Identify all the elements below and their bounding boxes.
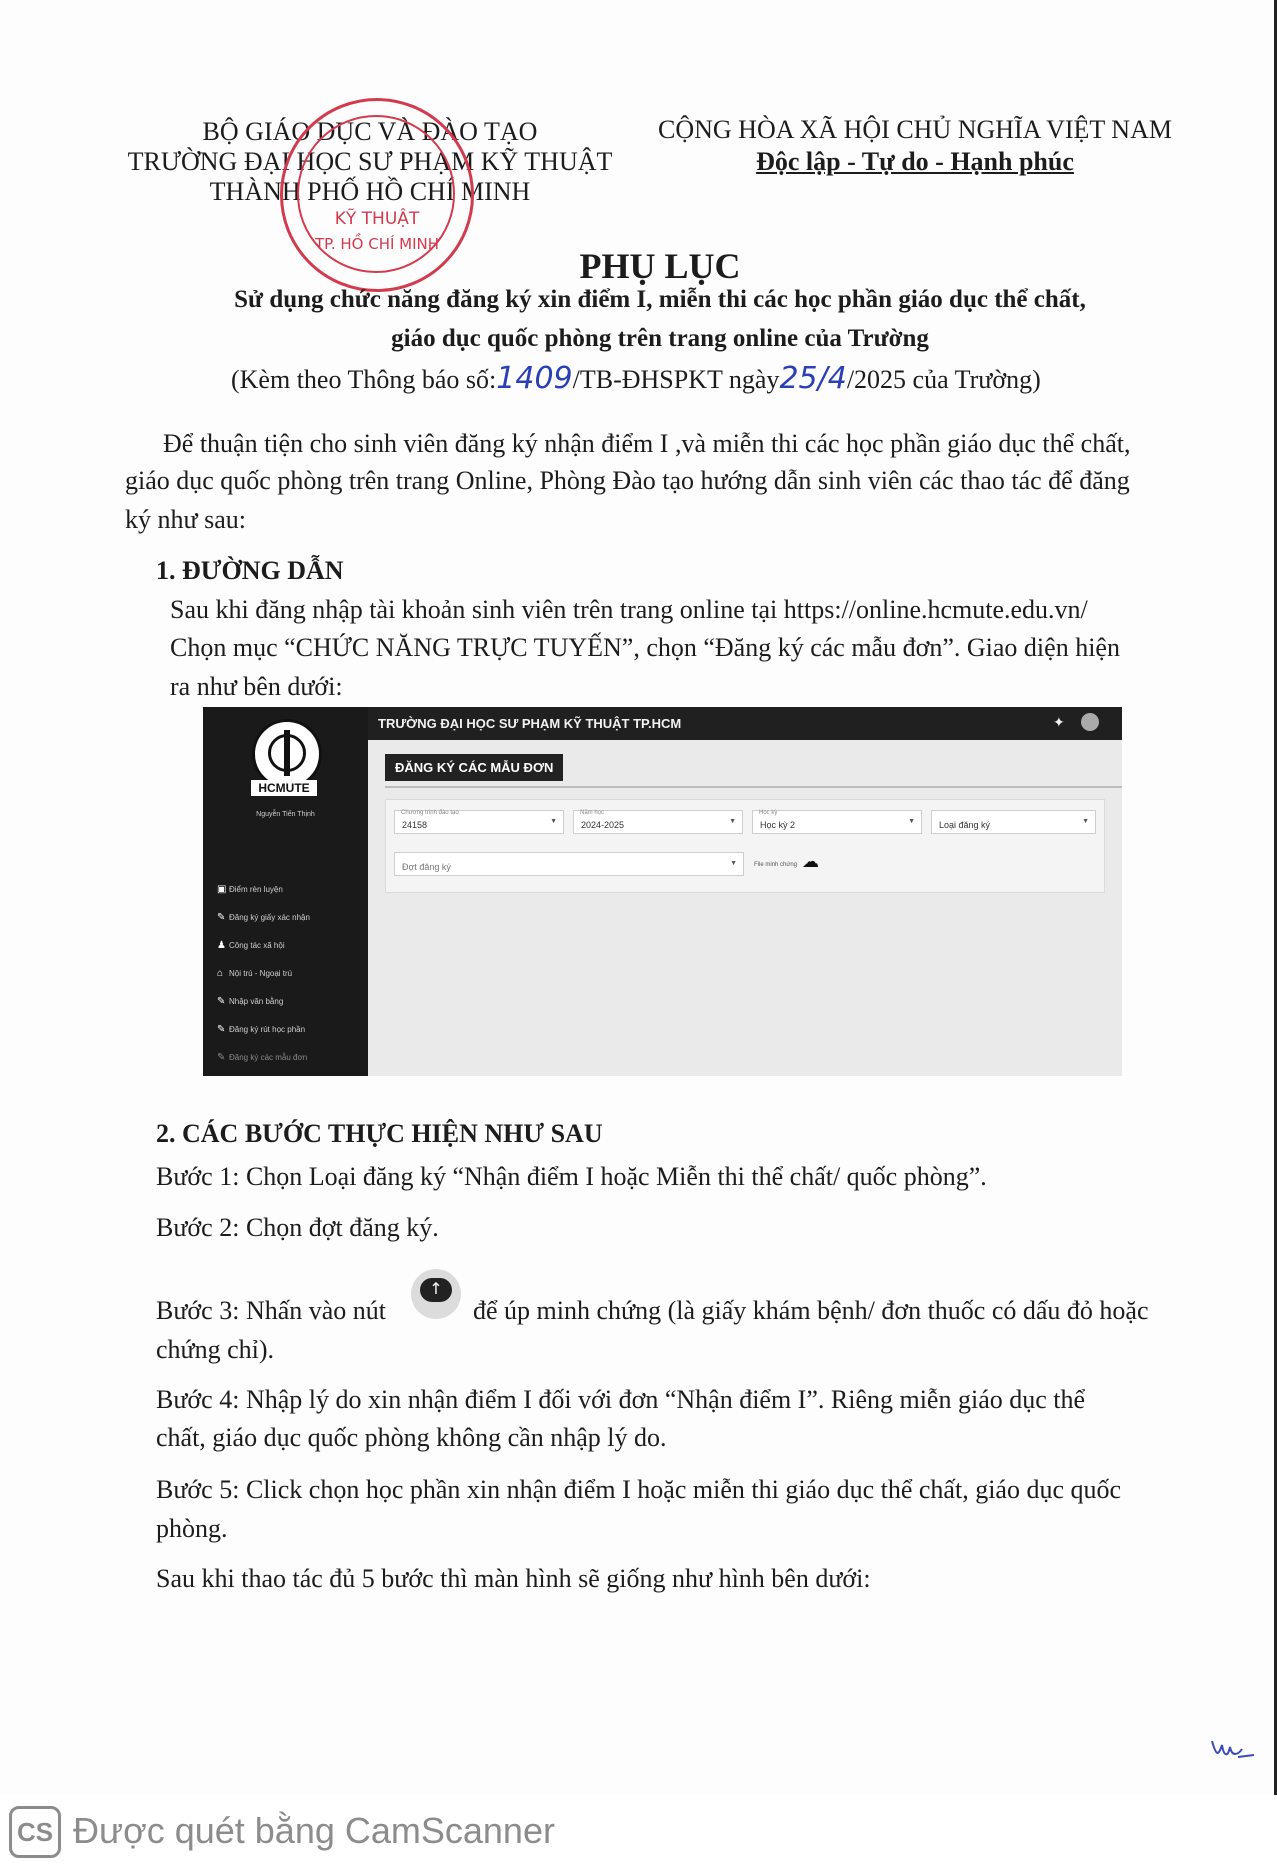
date-separator: / <box>817 361 828 396</box>
camscanner-footer-text: Được quét bằng CamScanner <box>73 1810 555 1851</box>
document-title: PHỤ LỤC <box>579 246 741 286</box>
chevron-down-icon: ▼ <box>908 818 915 825</box>
handwritten-month: 4 <box>827 361 847 396</box>
year-select[interactable]: Năm học 2024-2025 ▼ <box>573 810 743 834</box>
section-2-heading: 2. CÁC BƯỚC THỰC HIỆN NHƯ SAU <box>156 1119 603 1148</box>
chevron-down-icon: ▼ <box>1082 818 1089 825</box>
avatar[interactable] <box>1081 713 1099 731</box>
edit-icon: ✎ <box>217 912 226 923</box>
handwritten-day: 25 <box>779 361 818 396</box>
chevron-down-icon: ▼ <box>729 818 736 825</box>
step-5-line-2: phòng. <box>156 1514 228 1543</box>
cloud-upload-icon: ↑ <box>429 1279 443 1298</box>
step-3-start: Bước 3: Nhấn vào nút <box>156 1296 387 1325</box>
menu-item-certificate[interactable]: ✎ Đăng ký giấy xác nhận <box>217 912 310 923</box>
evidence-file-label: File minh chứng <box>754 862 798 868</box>
subtitle-line-2: giáo dục quốc phòng trên trang online của Trường <box>391 325 929 352</box>
cloud-upload-icon[interactable]: ☁ <box>802 852 819 871</box>
tab-forms[interactable]: ĐĂNG KÝ CÁC MẪU ĐƠN <box>385 754 563 781</box>
section-1-line-1: Sau khi đăng nhập tài khoản sinh viên trên trang online tại https://online.hcmute.edu.vn/ <box>170 595 1088 624</box>
menu-item-diploma[interactable]: ✎ Nhập văn bằng <box>217 996 284 1007</box>
intro-line-1: Để thuận tiện cho sinh viên đăng ký nhận điểm I ,và miễn thi các học phần giáo dục thể chất, <box>163 429 1131 458</box>
ministry-line: BỘ GIÁO DỤC VÀ ĐÀO TẠO <box>202 117 538 146</box>
portal-app-title: TRƯỜNG ĐẠI HỌC SƯ PHẠM KỸ THUẬT TP.HCM <box>378 716 682 731</box>
subtitle-line-1: Sử dụng chức năng đăng ký xin điểm I, miễn thi các học phần giáo dục thể chất, <box>234 286 1086 313</box>
republic-line: CỘNG HÒA XÃ HỘI CHỦ NGHĨA VIỆT NAM <box>658 115 1172 144</box>
menu-item-social-work[interactable]: ♟ Công tác xã hội <box>217 940 285 951</box>
registration-type-select[interactable]: Loại đăng ký ▼ <box>931 810 1096 834</box>
step-3-continued: chứng chỉ). <box>156 1335 275 1364</box>
filter-panel <box>385 799 1105 893</box>
bell-icon[interactable]: ✦ <box>1053 714 1065 730</box>
attach-prefix: (Kèm theo Thông báo số: <box>231 365 497 394</box>
registration-round-select[interactable]: Đợt đăng ký ▼ <box>394 852 744 876</box>
chevron-down-icon: ▼ <box>730 860 737 867</box>
portal-topbar <box>368 707 1122 740</box>
handwritten-number: 1409 <box>496 361 573 396</box>
section-1-line-2: Chọn mục “CHỨC NĂNG TRỰC TUYẾN”, chọn “Đăng ký các mẫu đơn”. Giao diện hiện <box>170 633 1120 662</box>
program-select[interactable]: Chương trình đào tạo 24158 ▼ <box>394 810 564 834</box>
initials-signature <box>1208 1735 1256 1763</box>
closing-line: Sau khi thao tác đủ 5 bước thì màn hình sẽ giống như hình bên dưới: <box>156 1564 871 1593</box>
menu-item-conduct-score[interactable]: ▣ Điểm rèn luyện <box>217 884 283 895</box>
menu-item-forms[interactable]: ✎ Đăng ký các mẫu đơn <box>217 1052 308 1063</box>
step-5-line-1: Bước 5: Click chọn học phần xin nhận điểm I hoặc miễn thi giáo dục thể chất, giáo dục quốc <box>156 1475 1122 1504</box>
university-line: TRƯỜNG ĐẠI HỌC SƯ PHẠM KỸ THUẬT <box>127 147 613 176</box>
university-logo-icon <box>252 719 322 789</box>
users-icon: ♟ <box>217 940 226 951</box>
online-portal-screenshot <box>203 707 1122 1076</box>
semester-select[interactable]: Học kỳ Học kỳ 2 ▼ <box>752 810 922 834</box>
edit-icon: ✎ <box>217 1024 226 1035</box>
menu-item-withdraw-course[interactable]: ✎ Đăng ký rút học phần <box>217 1024 306 1035</box>
section-1-line-3: ra như bên dưới: <box>170 672 343 701</box>
motto-line: Độc lập - Tự do - Hạnh phúc <box>756 147 1074 176</box>
chevron-down-icon: ▼ <box>550 818 557 825</box>
city-line: THÀNH PHỐ HỒ CHÍ MINH <box>209 177 531 206</box>
intro-line-2: giáo dục quốc phòng trên trang Online, Phòng Đào tạo hướng dẫn sinh viên các thao tác để đăng <box>125 466 1130 495</box>
portal-sidebar <box>203 707 368 1076</box>
attachment-reference <box>231 361 1041 396</box>
edit-icon: ✎ <box>217 996 226 1007</box>
edit-icon: ✎ <box>217 1052 226 1063</box>
stamp-text-1: KỸ THUẬT <box>334 209 420 229</box>
step-1: Bước 1: Chọn Loại đăng ký “Nhận điểm I hoặc Miễn thi thể chất/ quốc phòng”. <box>156 1162 987 1191</box>
tab-strip <box>385 754 1122 788</box>
upload-button-illustration <box>411 1269 461 1319</box>
camscanner-badge: CS <box>9 1806 61 1858</box>
section-1-heading: 1. ĐƯỜNG DẪN <box>156 556 344 585</box>
attach-suffix: /2025 của Trường) <box>846 365 1041 394</box>
step-2: Bước 2: Chọn đợt đăng ký. <box>156 1213 439 1242</box>
attach-mid: /TB-ĐHSPKT ngày <box>572 365 780 394</box>
step-4-line-1: Bước 4: Nhập lý do xin nhận điểm I đối với đơn “Nhận điểm I”. Riêng miễn giáo dục thể <box>156 1385 1086 1414</box>
logo-text: HCMUTE <box>251 780 317 796</box>
step-4-line-2: chất, giáo dục quốc phòng không cần nhập lý do. <box>156 1423 667 1452</box>
stamp-text-2: TP. HỒ CHÍ MINH <box>314 235 440 253</box>
step-3-end: để úp minh chứng (là giấy khám bệnh/ đơn thuốc có dấu đỏ hoặc <box>473 1296 1149 1325</box>
sidebar-user-name: Nguyễn Tiến Thịnh <box>256 811 315 818</box>
menu-item-residence[interactable]: ⌂ Nội trú - Ngoại trú <box>217 968 293 979</box>
checkbox-icon: ▣ <box>217 884 227 895</box>
home-icon: ⌂ <box>217 968 224 979</box>
intro-line-3: ký như sau: <box>125 505 246 534</box>
